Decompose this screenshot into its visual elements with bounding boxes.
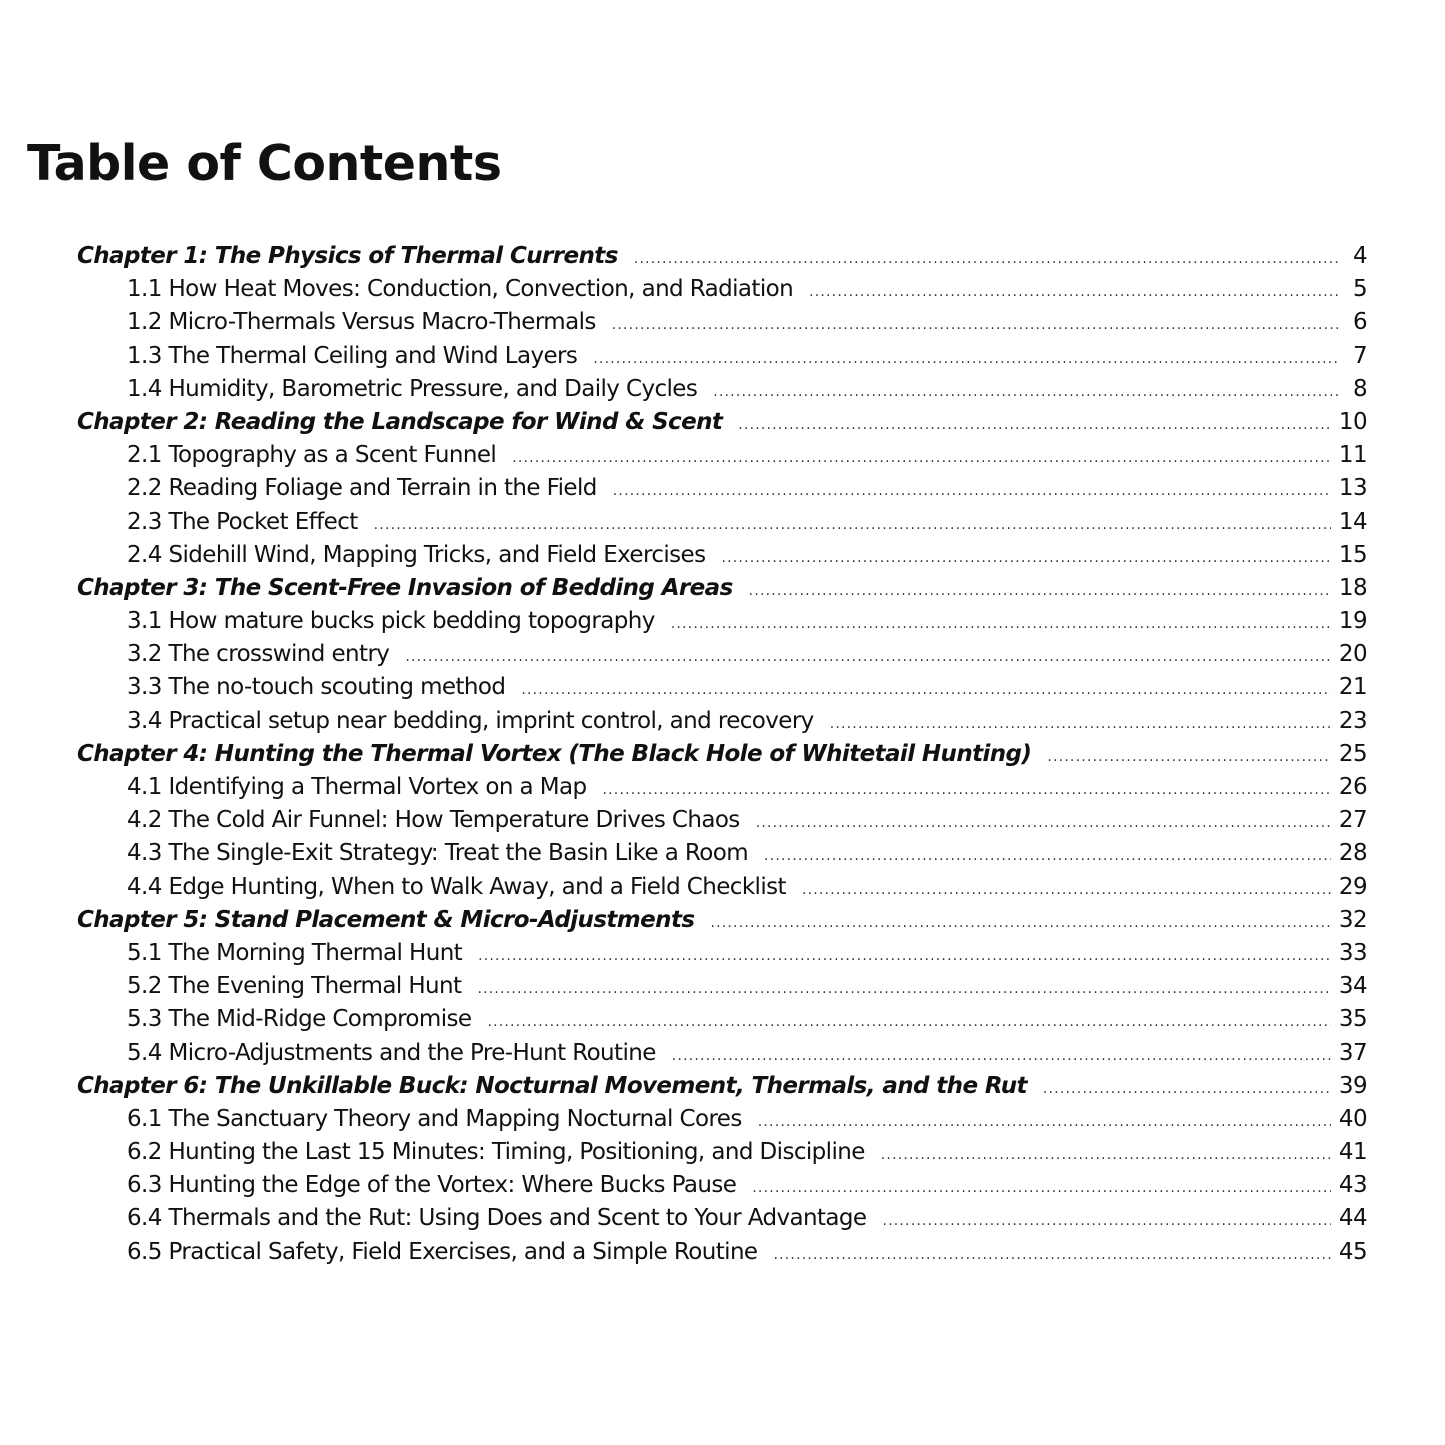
toc-section-entry[interactable] [77, 340, 1367, 373]
dot-leader [710, 907, 1330, 940]
entry-title: 4.1 Identifying a Thermal Vortex on a Map [127, 774, 587, 800]
entry-title: 1.1 How Heat Moves: Conduction, Convection, and Radiation [127, 276, 794, 303]
entry-title: Chapter 2: Reading the Landscape for Wind & Scent [77, 408, 723, 435]
toc-section-entry[interactable] [77, 1202, 1367, 1235]
entry-title: Chapter 1: The Physics of Thermal Currents [77, 243, 618, 269]
dot-leader [634, 243, 1339, 276]
dot-leader [671, 608, 1331, 641]
toc-chapter-entry[interactable] [77, 904, 1367, 937]
page-number: 4 [1352, 243, 1367, 269]
entry-title: 6.4 Thermals and the Rut: Using Does and Scent to Your Advantage [127, 1205, 867, 1232]
page-number: 33 [1338, 939, 1367, 966]
toc-chapter-entry[interactable] [77, 406, 1367, 439]
toc-section-entry[interactable] [77, 638, 1367, 671]
page-number: 19 [1338, 608, 1367, 635]
entry-title: 1.3 The Thermal Ceiling and Wind Layers [127, 342, 578, 369]
page-number: 23 [1338, 707, 1367, 734]
page-number: 26 [1338, 774, 1367, 800]
page-number: 7 [1352, 342, 1367, 369]
entry-title: 3.3 The no-touch scouting method [127, 674, 506, 701]
page-number: 14 [1338, 508, 1367, 535]
dot-leader [487, 1006, 1330, 1039]
dot-leader [802, 874, 1331, 907]
dot-leader [512, 442, 1331, 475]
page-number: 25 [1338, 740, 1367, 767]
page-title: Table of Contents [27, 135, 502, 192]
toc-section-entry[interactable] [77, 1169, 1367, 1202]
dot-leader [477, 973, 1330, 1006]
dot-leader [881, 1139, 1331, 1172]
toc-chapter-entry[interactable] [77, 738, 1367, 771]
dot-leader [773, 1239, 1330, 1272]
dot-leader [738, 409, 1331, 442]
dot-leader [672, 1040, 1331, 1073]
page-number: 10 [1338, 408, 1367, 435]
page-number: 11 [1338, 442, 1367, 469]
toc-section-entry[interactable] [77, 605, 1367, 638]
dot-leader [756, 807, 1331, 840]
page-number: 20 [1338, 641, 1367, 668]
entry-title: 5.1 The Morning Thermal Hunt [127, 939, 463, 966]
toc-section-entry[interactable] [77, 506, 1367, 539]
toc-section-entry[interactable] [77, 970, 1367, 1003]
toc-section-entry[interactable] [77, 472, 1367, 505]
page-number: 35 [1338, 1006, 1367, 1033]
toc-section-entry[interactable] [77, 1103, 1367, 1136]
entry-title: 4.3 The Single-Exit Strategy: Treat the Basin Like a Room [127, 840, 749, 867]
dot-leader [749, 575, 1331, 608]
page-number: 27 [1338, 807, 1367, 834]
page-number: 39 [1338, 1072, 1367, 1099]
page-number: 8 [1352, 375, 1367, 402]
dot-leader [713, 376, 1339, 409]
toc-section-entry[interactable] [77, 1136, 1367, 1169]
toc-section-entry[interactable] [77, 1236, 1367, 1269]
toc-section-entry[interactable] [77, 1003, 1367, 1036]
toc-chapter-entry[interactable] [77, 1070, 1367, 1103]
entry-title: 4.2 The Cold Air Funnel: How Temperature Drives Chaos [127, 807, 740, 834]
entry-title: Chapter 5: Stand Placement & Micro-Adjustments [77, 906, 695, 933]
dot-leader [721, 542, 1330, 575]
table-of-contents [77, 240, 1367, 1269]
toc-section-entry[interactable] [77, 871, 1367, 904]
page-number: 41 [1338, 1139, 1367, 1166]
page-number: 28 [1338, 840, 1367, 867]
dot-leader [1047, 741, 1331, 774]
entry-title: 3.4 Practical setup near bedding, imprint control, and recovery [127, 707, 814, 734]
entry-title: 5.3 The Mid-Ridge Compromise [127, 1006, 472, 1033]
page-number: 43 [1338, 1172, 1367, 1199]
page-number: 34 [1338, 973, 1367, 1000]
dot-leader [613, 475, 1331, 508]
entry-title: 6.1 The Sanctuary Theory and Mapping Nocturnal Cores [127, 1105, 742, 1132]
page-number: 45 [1338, 1238, 1367, 1265]
entry-title: 2.2 Reading Foliage and Terrain in the Field [127, 475, 597, 502]
dot-leader [603, 774, 1331, 807]
entry-title: 3.1 How mature bucks pick bedding topography [127, 608, 655, 635]
toc-section-entry[interactable] [77, 771, 1367, 804]
toc-section-entry[interactable] [77, 804, 1367, 837]
entry-title: 2.3 The Pocket Effect [127, 508, 358, 535]
page-number: 13 [1338, 475, 1367, 502]
entry-title: 1.2 Micro-Thermals Versus Macro-Thermals [127, 309, 596, 336]
page-number: 44 [1338, 1205, 1367, 1232]
toc-section-entry[interactable] [77, 539, 1367, 572]
page-number: 5 [1352, 276, 1367, 303]
dot-leader [374, 509, 1331, 542]
dot-leader [1043, 1073, 1331, 1106]
entry-title: 4.4 Edge Hunting, When to Walk Away, and a Field Checklist [127, 873, 786, 900]
entry-title: 2.4 Sidehill Wind, Mapping Tricks, and Field Exercises [127, 541, 706, 568]
toc-section-entry[interactable] [77, 837, 1367, 870]
entry-title: 1.4 Humidity, Barometric Pressure, and Daily Cycles [127, 375, 698, 402]
page-number: 15 [1338, 541, 1367, 568]
entry-title: Chapter 4: Hunting the Thermal Vortex (The Black Hole of Whitetail Hunting) [77, 740, 1032, 767]
toc-chapter-entry[interactable] [77, 572, 1367, 605]
entry-title: 5.2 The Evening Thermal Hunt [127, 973, 462, 1000]
dot-leader [752, 1172, 1331, 1205]
page-number: 21 [1338, 674, 1367, 701]
toc-section-entry[interactable] [77, 1037, 1367, 1070]
toc-section-entry[interactable] [77, 273, 1367, 306]
entry-title: 6.3 Hunting the Edge of the Vortex: Where Bucks Pause [127, 1172, 737, 1199]
page-number: 29 [1338, 873, 1367, 900]
dot-leader [809, 276, 1339, 309]
toc-section-entry[interactable] [77, 306, 1367, 339]
dot-leader [593, 343, 1339, 376]
dot-leader [882, 1205, 1330, 1238]
page-number: 18 [1338, 574, 1367, 601]
page-number: 40 [1338, 1105, 1367, 1132]
entry-title: 3.2 The crosswind entry [127, 641, 390, 668]
entry-title: 5.4 Micro-Adjustments and the Pre-Hunt Routine [127, 1039, 656, 1066]
toc-section-entry[interactable] [77, 373, 1367, 406]
dot-leader [612, 309, 1339, 342]
toc-section-entry[interactable] [77, 671, 1367, 704]
dot-leader [521, 674, 1331, 707]
page-number: 37 [1338, 1039, 1367, 1066]
toc-section-entry[interactable] [77, 439, 1367, 472]
entry-title: Chapter 6: The Unkillable Buck: Nocturnal Movement, Thermals, and the Rut [77, 1072, 1027, 1099]
entry-title: 6.5 Practical Safety, Field Exercises, and a Simple Routine [127, 1238, 758, 1265]
toc-section-entry[interactable] [77, 705, 1367, 738]
entry-title: 6.2 Hunting the Last 15 Minutes: Timing, Positioning, and Discipline [127, 1139, 865, 1166]
toc-section-entry[interactable] [77, 937, 1367, 970]
entry-title: Chapter 3: The Scent-Free Invasion of Bedding Areas [77, 574, 733, 601]
dot-leader [830, 708, 1331, 741]
page-number: 6 [1352, 309, 1367, 336]
dot-leader [478, 940, 1331, 973]
dot-leader [405, 641, 1331, 674]
page-number: 32 [1338, 906, 1367, 933]
toc-chapter-entry[interactable] [77, 240, 1367, 273]
entry-title: 2.1 Topography as a Scent Funnel [127, 442, 497, 469]
dot-leader [764, 840, 1331, 873]
dot-leader [758, 1106, 1331, 1139]
